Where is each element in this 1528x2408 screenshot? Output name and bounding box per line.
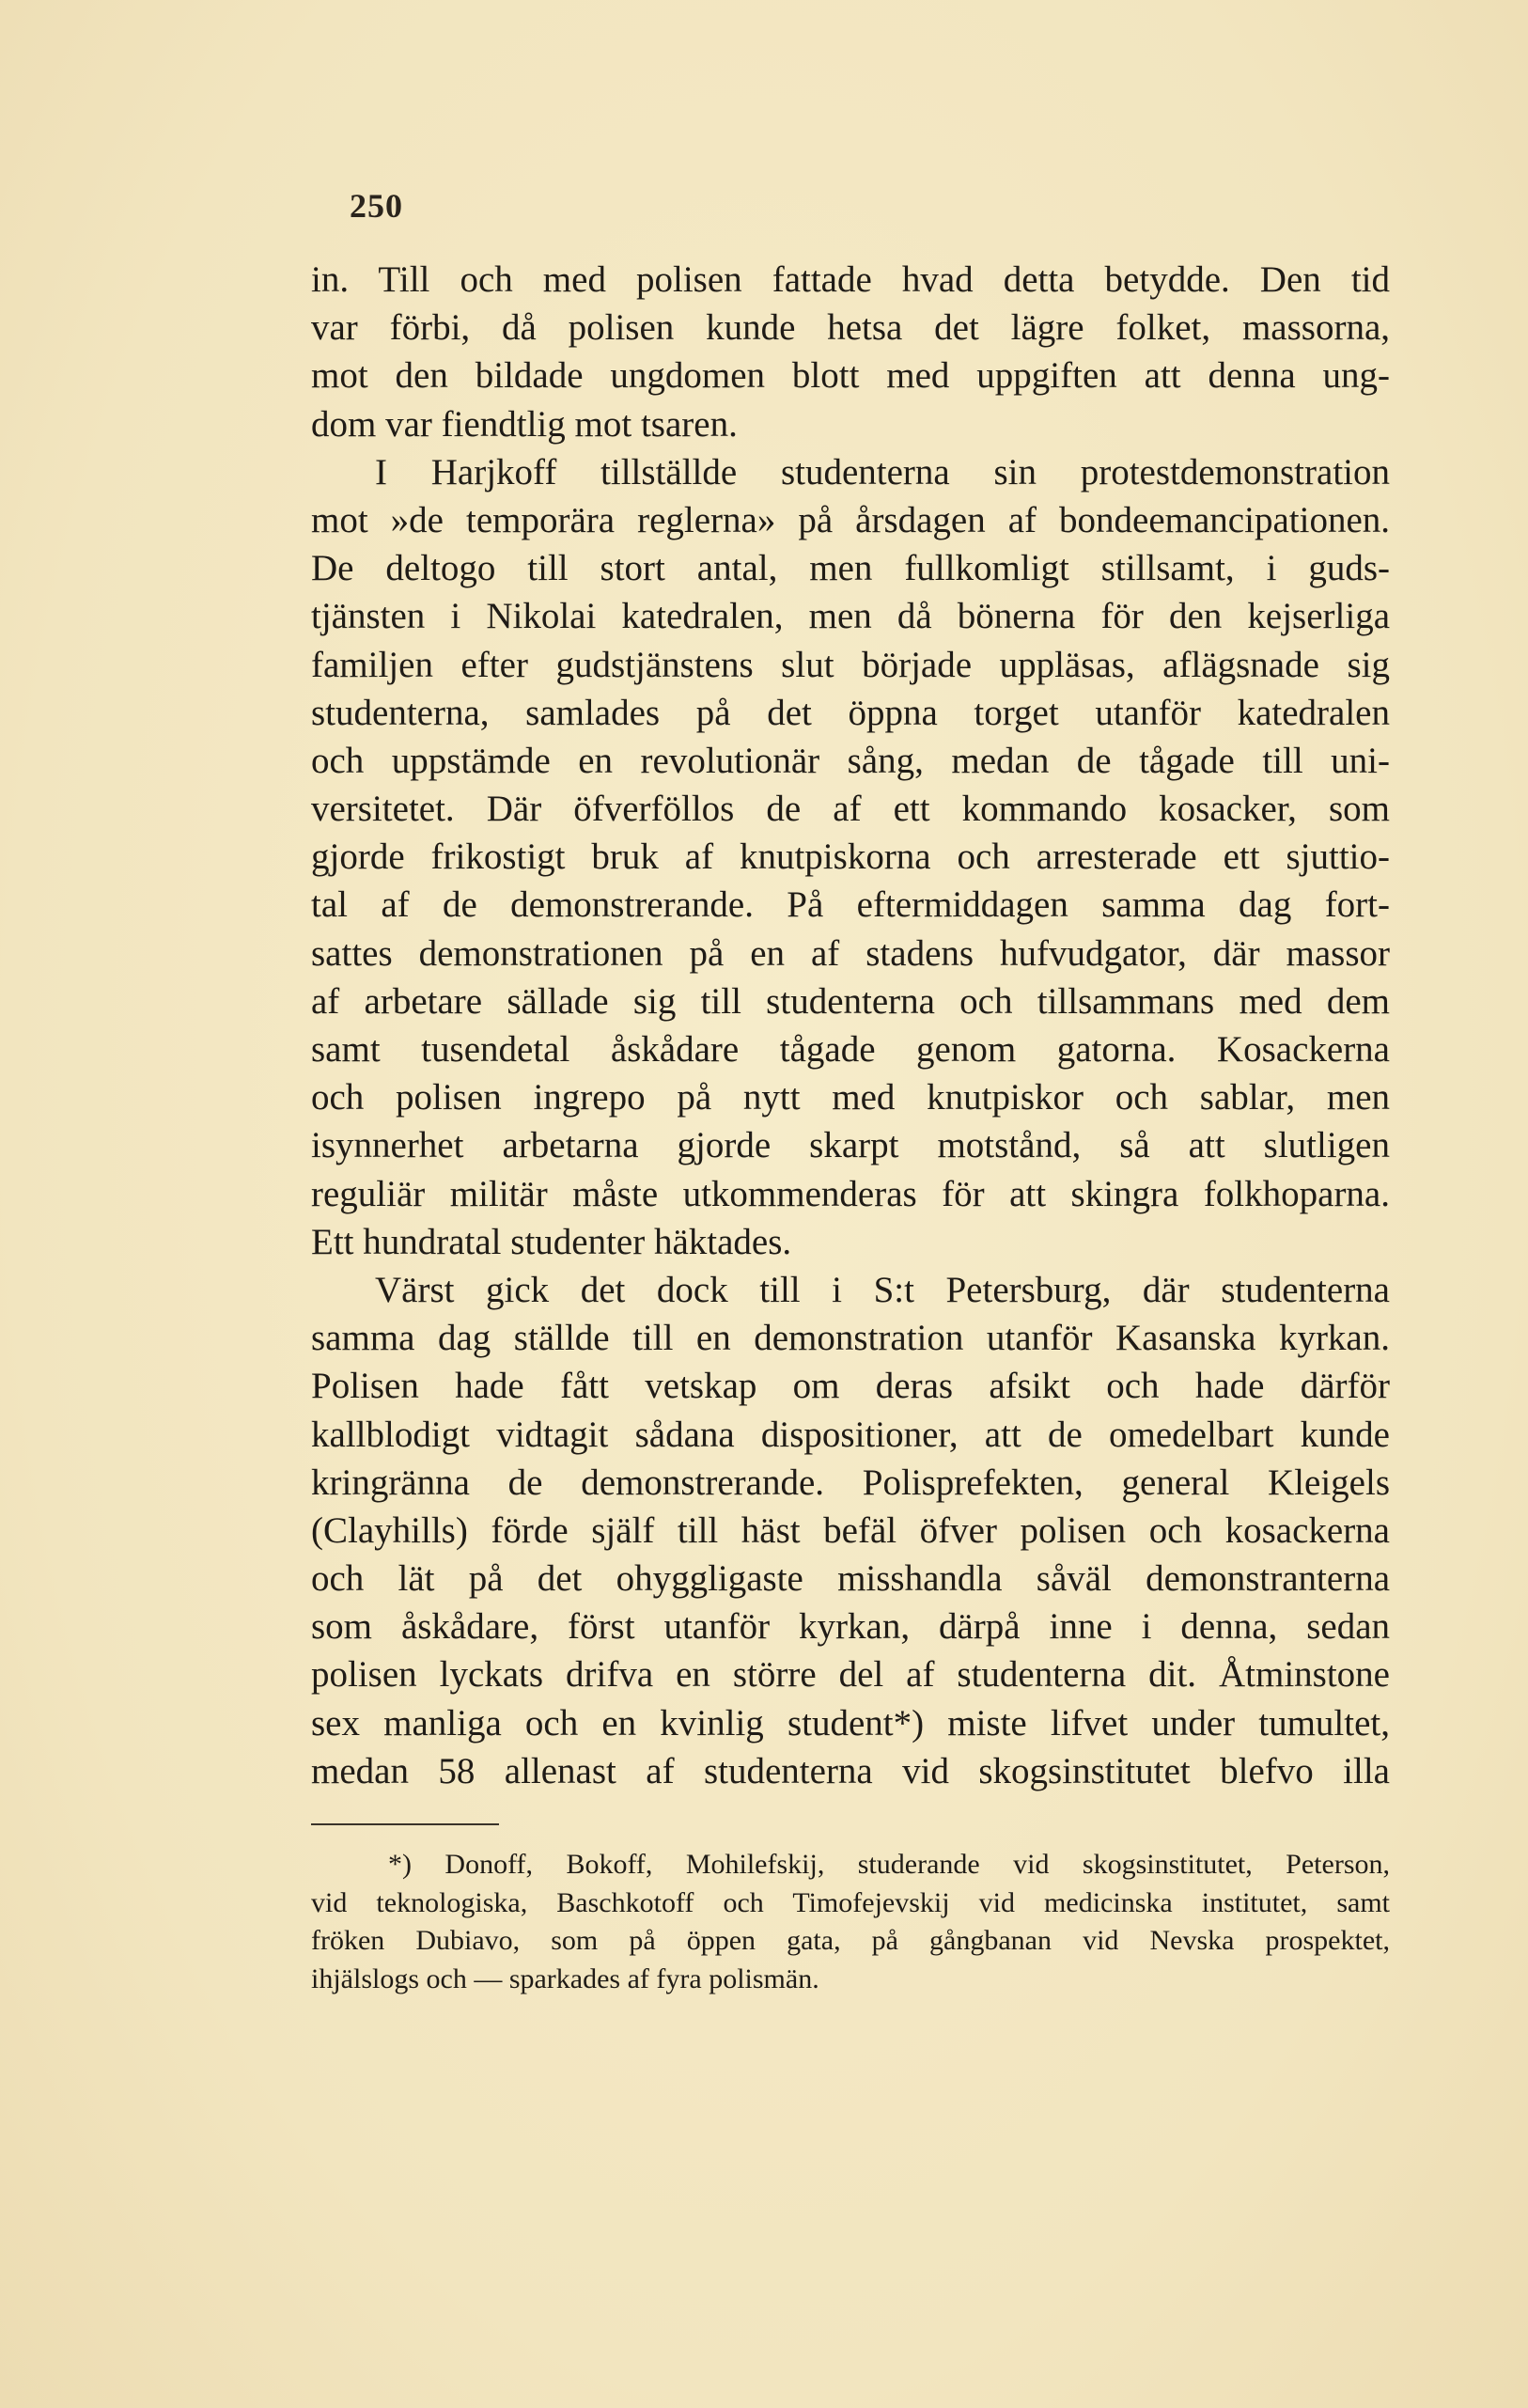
text-line: medan 58 allenast af studenterna vid skogsinstitutet blefvo illa (311, 1750, 1390, 1791)
text-line: sattes demonstrationen på en af stadens hufvudgator, där massor (311, 932, 1390, 974)
text-line: De deltogo till stort antal, men fullkomligt stillsamt, i guds- (311, 548, 1390, 589)
text-line: och polisen ingrepo på nytt med knutpiskor och sablar, men (311, 1077, 1390, 1118)
text-line: tjänsten i Nikolai katedralen, men då bönerna för den kejserliga (311, 596, 1390, 637)
text-line: Värst gick det dock till i S:t Petersburg, där studenterna (375, 1269, 1390, 1310)
footnote-line: vid teknologiska, Baschkotoff och Timofejevskij vid medicinska institutet, samt (311, 1886, 1390, 1918)
text-line: Polisen hade fått vetskap om deras afsikt och hade därför (311, 1366, 1390, 1407)
text-line: isynnerhet arbetarna gjorde skarpt motstånd, så att slutligen (311, 1125, 1390, 1166)
text-line: gjorde frikostigt bruk af knutpiskorna och arresterade ett sjuttio- (311, 837, 1390, 878)
text-line: polisen lyckats drifva en större del af studenterna dit. Åtminstone (311, 1654, 1390, 1696)
text-line: mot den bildade ungdomen blott med uppgiften att denna ung- (311, 355, 1390, 397)
text-line: som åskådare, först utanför kyrkan, därpå inne i denna, sedan (311, 1606, 1390, 1648)
text-line: kringränna de demonstrerande. Polisprefekten, general Kleigels (311, 1462, 1390, 1503)
text-line: af arbetare sällade sig till studenterna och tillsammans med dem (311, 980, 1390, 1022)
text-line: versitetet. Där öfverföllos de af ett kommando kosacker, som (311, 789, 1390, 830)
text-line: samt tusendetal åskådare tågade genom gatorna. Kosackerna (311, 1029, 1390, 1070)
text-line: (Clayhills) förde själf till häst befäl öfver polisen och kosackerna (311, 1509, 1390, 1551)
footnote-line: ihjälslogs och — sparkades af fyra polismän. (311, 1962, 819, 1994)
body-text (311, 256, 1390, 1795)
text-line: tal af de demonstrerande. På eftermiddagen samma dag fort- (311, 884, 1390, 926)
text-line: kallblodigt vidtagit sådana dispositioner, att de omedelbart kunde (311, 1414, 1390, 1455)
text-line: och uppstämde en revolutionär sång, medan de tågade till uni- (311, 740, 1390, 781)
text-line: och lät på det ohyggligaste misshandla såväl demonstranterna (311, 1558, 1390, 1600)
footnote (311, 1846, 1390, 1998)
footnote-divider (311, 1823, 499, 1825)
page-number: 250 (350, 187, 403, 225)
text-line: Ett hundratal studenter häktades. (311, 1221, 792, 1262)
text-line: familjen efter gudstjänstens slut började uppläsas, aflägsnade sig (311, 644, 1390, 685)
footnote-line: fröken Dubiavo, som på öppen gata, på gångbanan vid Nevska prospektet, (311, 1925, 1390, 1956)
text-line: sex manliga och en kvinlig student*) miste lifvet under tumultet, (311, 1702, 1390, 1743)
text-line: reguliär militär måste utkommenderas för att skingra folkhoparna. (311, 1173, 1390, 1214)
text-line: I Harjkoff tillställde studenterna sin protestdemonstration (375, 451, 1390, 493)
text-line: samma dag ställde till en demonstration utanför Kasanska kyrkan. (311, 1318, 1390, 1359)
text-line: dom var fiendtlig mot tsaren. (311, 403, 738, 445)
text-line: in. Till och med polisen fattade hvad detta betydde. Den tid (311, 259, 1390, 300)
text-line: mot »de temporära reglerna» på årsdagen af bondeemancipationen. (311, 499, 1390, 540)
text-line: studenterna, samlades på det öppna torget utanför katedralen (311, 692, 1390, 733)
text-line: var förbi, då polisen kunde hetsa det lägre folket, massorna, (311, 307, 1390, 349)
footnote-line: *) Donoff, Bokoff, Mohilefskij, studerande vid skogsinstitutet, Peterson, (388, 1849, 1390, 1880)
